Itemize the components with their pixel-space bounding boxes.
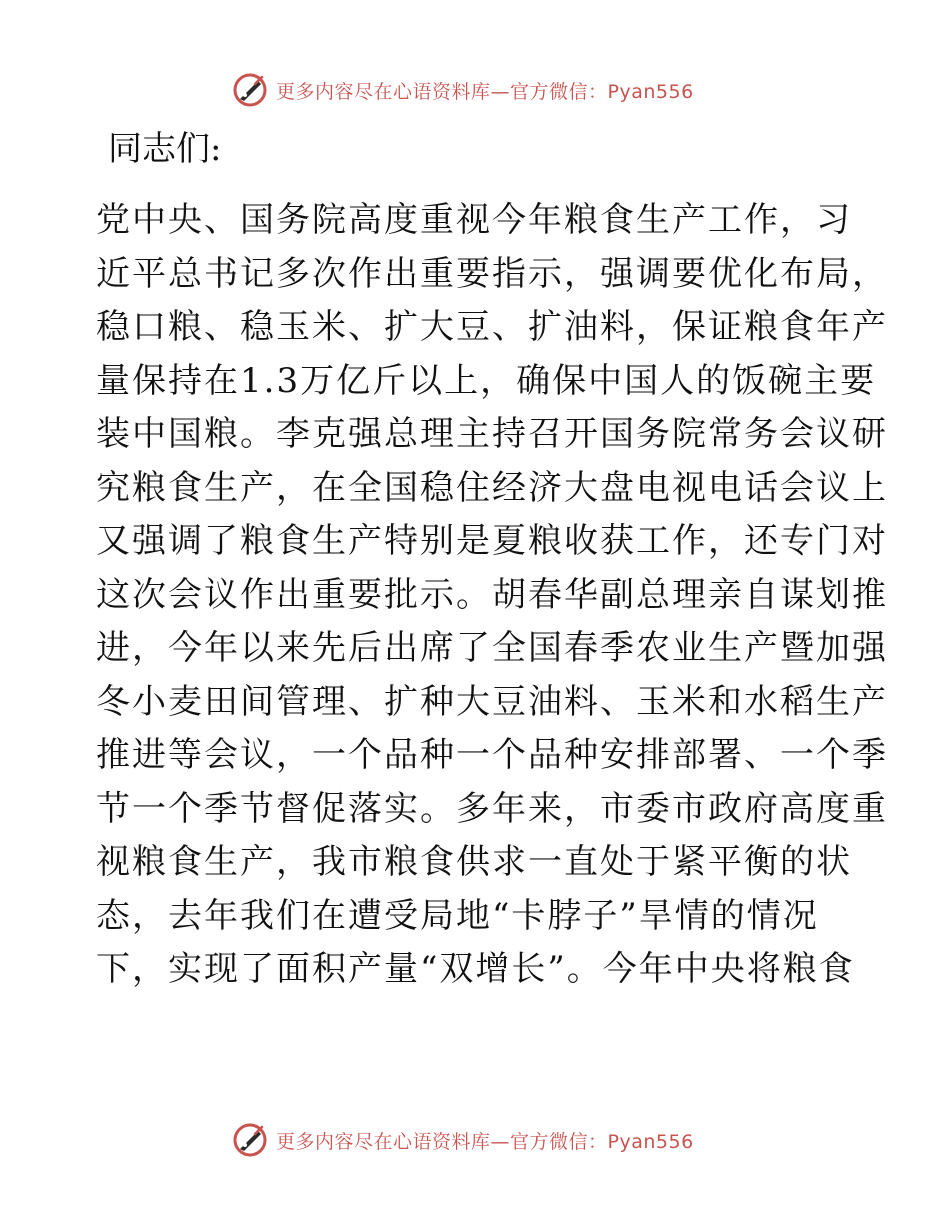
salutation: 同志们: [108,129,222,169]
header-banner [232,70,694,110]
text-line: 量保持在1.3万亿斤以上，确保中国人的饭碗主要 [96,360,877,401]
text-line: 装中国粮。李克强总理主持召开国务院常务会议研 [96,414,888,454]
text-line: 视粮食生产，我市粮食供求一直处于紧平衡的状 [96,842,852,882]
body-paragraph [96,194,888,997]
text-line: 推进等会议，一个品种一个品种安排部署、一个季 [96,735,888,775]
text-line: 态，去年我们在遭受局地“卡脖子”旱情的情况 [96,895,819,936]
text-line: 近平总书记多次作出重要指示，强调要优化布局， [96,253,888,294]
footer-banner [232,1120,694,1160]
quill-logo-icon [232,1122,268,1158]
text-line: 又强调了粮食生产特别是夏粮收获工作，还专门对 [96,521,888,561]
text-line: 下，实现了面积产量“双增长”。今年中央将粮食 [96,949,855,989]
text-line: 这次会议作出重要批示。胡春华副总理亲自谋划推 [96,574,888,615]
text-line: 冬小麦田间管理、扩种大豆油料、玉米和水稻生产 [96,681,888,722]
text-line: 稳口粮、稳玉米、扩大豆、扩油料，保证粮食年产 [96,307,888,347]
text-line: 党中央、国务院高度重视今年粮食生产工作，习 [96,200,852,240]
footer-banner-text: 更多内容尽在心语资料库—官方微信：Pyan556 [276,1130,694,1153]
quill-logo-icon [232,72,268,108]
text-line: 究粮食生产，在全国稳住经济大盘电视电话会议上 [96,467,888,508]
text-line: 进，今年以来先后出席了全国春季农业生产暨加强 [96,628,888,668]
text-line: 节一个季节督促落实。多年来，市委市政府高度重 [96,788,888,829]
header-banner-text: 更多内容尽在心语资料库—官方微信：Pyan556 [276,80,694,103]
